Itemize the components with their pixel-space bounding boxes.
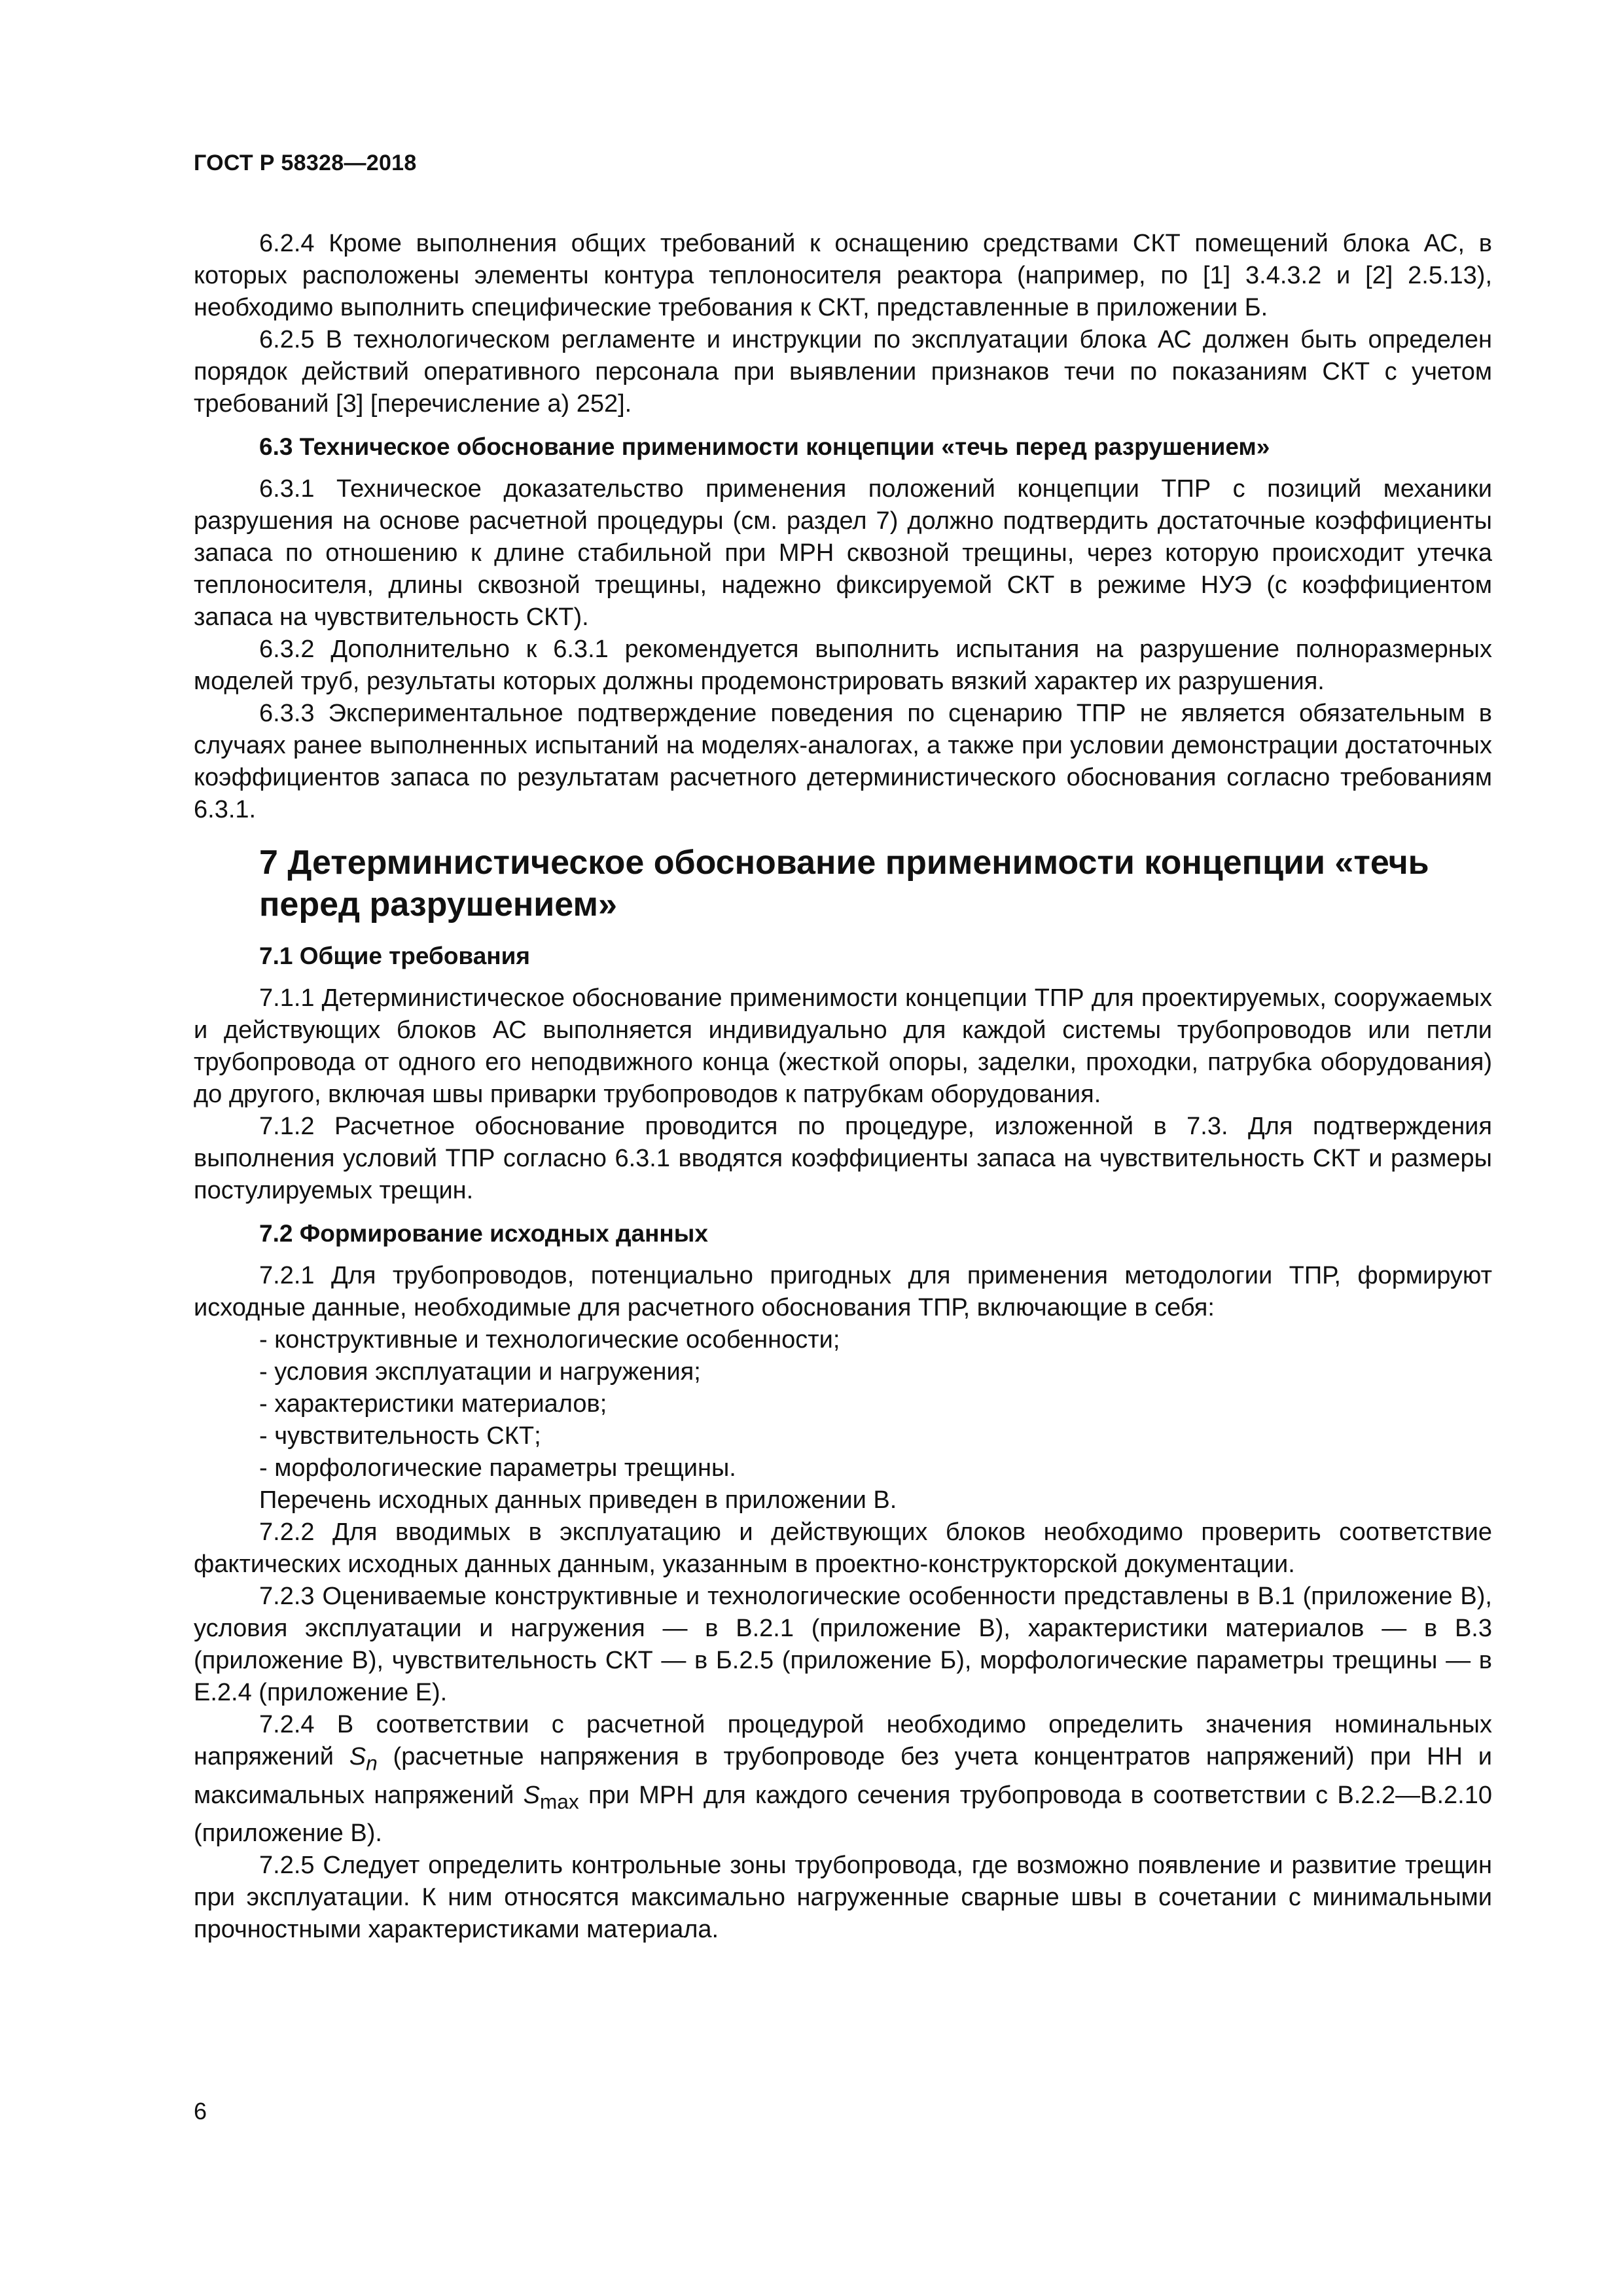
- paragraph-7-2-3: 7.2.3 Оцениваемые конструктивные и технологические особенности представлены в В.1 (приложение В), условия эксплуатации и нагружения — в В.2.1 (приложение В), характеристики материалов — в В.3 (приложение В), чувствительность СКТ — в Б.2.5 (приложение Б), морфологические параметры трещины — в Е.2.4 (приложение Е).: [194, 1583, 1492, 1706]
- paragraph-7-2-5: 7.2.5 Следует определить контрольные зоны трубопровода, где возможно появление и развитие трещин при эксплуатации. К ним относятся максимально нагруженные сварные швы в сочетании с минимальными прочностными характеристиками материала.: [194, 1852, 1492, 1944]
- subscript-n: n: [366, 1751, 378, 1775]
- paragraph-7-1-2: 7.1.2 Расчетное обоснование проводится по процедуре, изложенной в 7.3. Для подтверждения выполнения условий ТПР согласно 6.3.1 вводятся коэффициенты запаса на чувствительность СКТ и размеры постулируемых трещин.: [194, 1113, 1492, 1204]
- paragraph-6-3-3: 6.3.3 Экспериментальное подтверждение поведения по сценарию ТПР не является обязательным в случаях ранее выполненных испытаний на моделях-аналогах, а также при условии демонстрации достаточных коэффициентов запаса по результатам расчетного детерминистического обоснования согласно требованиям 6.3.1.: [194, 700, 1492, 823]
- document-body: [194, 228, 1492, 1946]
- paragraph-7-1-1: 7.1.1 Детерминистическое обоснование применимости концепции ТПР для проектируемых, сооружаемых и действующих блоков АС выполняется индивидуально для каждой системы трубопроводов или петли трубопровода от одного его неподвижного конца (жесткой опоры, заделки, проходки, патрубка оборудования) до другого, включая швы приварки трубопроводов к патрубкам оборудования.: [194, 984, 1492, 1108]
- document-header: ГОСТ Р 58328—2018: [194, 151, 417, 175]
- heading-6-3: 6.3 Техническое обоснование применимости концепции «течь перед разрушением»: [259, 433, 1270, 460]
- list-item: - условия эксплуатации и нагружения;: [259, 1358, 701, 1386]
- paragraph-6-3-2: 6.3.2 Дополнительно к 6.3.1 рекомендуется выполнить испытания на разрушение полноразмерных моделей труб, результаты которых должны продемонстрировать вязкий характер их разрушения.: [194, 636, 1492, 695]
- list-item: - конструктивные и технологические особенности;: [259, 1326, 840, 1354]
- list-item: - чувствительность СКТ;: [259, 1422, 541, 1450]
- heading-7-1: 7.1 Общие требования: [259, 942, 530, 969]
- paragraph-6-3-1: 6.3.1 Техническое доказательство применения положений концепции ТПР с позиций механики разрушения на основе расчетной процедуры (см. раздел 7) должно подтвердить достаточные коэффициенты запаса по отношению к длине стабильной при МРН сквозной трещины, через которую происходит утечка теплоносителя, длины сквозной трещины, надежно фиксируемой СКТ в режиме НУЭ (с коэффициентом запаса на чувствительность СКТ).: [194, 475, 1492, 631]
- subscript-max: max: [539, 1789, 579, 1814]
- page-number: 6: [194, 2098, 207, 2125]
- list-item: - морфологические параметры трещины.: [259, 1454, 736, 1482]
- symbol-s: S: [349, 1743, 366, 1770]
- paragraph-7-2-1: 7.2.1 Для трубопроводов, потенциально пригодных для применения методологии ТПР, формируют исходные данные, необходимые для расчетного обоснования ТПР, включающие в себя:: [194, 1262, 1492, 1321]
- paragraph-6-2-4: 6.2.4 Кроме выполнения общих требований к оснащению средствами СКТ помещений блока АС, в которых расположены элементы контура теплоносителя реактора (например, по [1] 3.4.3.2 и [2] 2.5.13), необходимо выполнить специфические требования к СКТ, представленные в приложении Б.: [194, 230, 1492, 321]
- symbol-s: S: [523, 1781, 540, 1809]
- paragraph-7-2-4: 7.2.4 В соответствии с расчетной процедурой необходимо определить значения номинальных напряжений $S_n$ (расчетные напряжения в трубопроводе без учета концентратов напряжений) при НН и максимальных напряжений $S_{max}$ при МРН для каждого сечения трубопровода в соответствии с В.2.2—В.2.10 (приложение В).: [194, 1711, 1493, 1848]
- heading-7-2: 7.2 Формирование исходных данных: [259, 1220, 708, 1247]
- list-item: - характеристики материалов;: [259, 1390, 607, 1418]
- paragraph-7-2-1-note: Перечень исходных данных приведен в приложении В.: [259, 1486, 897, 1514]
- paragraph-6-2-5: 6.2.5 В технологическом регламенте и инструкции по эксплуатации блока АС должен быть определен порядок действий оперативного персонала при выявлении признаков течи по показаниям СКТ с учетом требований [3] [перечисление а) 252].: [194, 326, 1492, 418]
- section-7-title: 7 Детерминистическое обоснование применимости концепции «течь перед разрушением»: [259, 844, 1429, 924]
- paragraph-7-2-2: 7.2.2 Для вводимых в эксплуатацию и действующих блоков необходимо проверить соответствие фактических исходных данных данным, указанным в проектно-конструкторской документации.: [194, 1518, 1492, 1578]
